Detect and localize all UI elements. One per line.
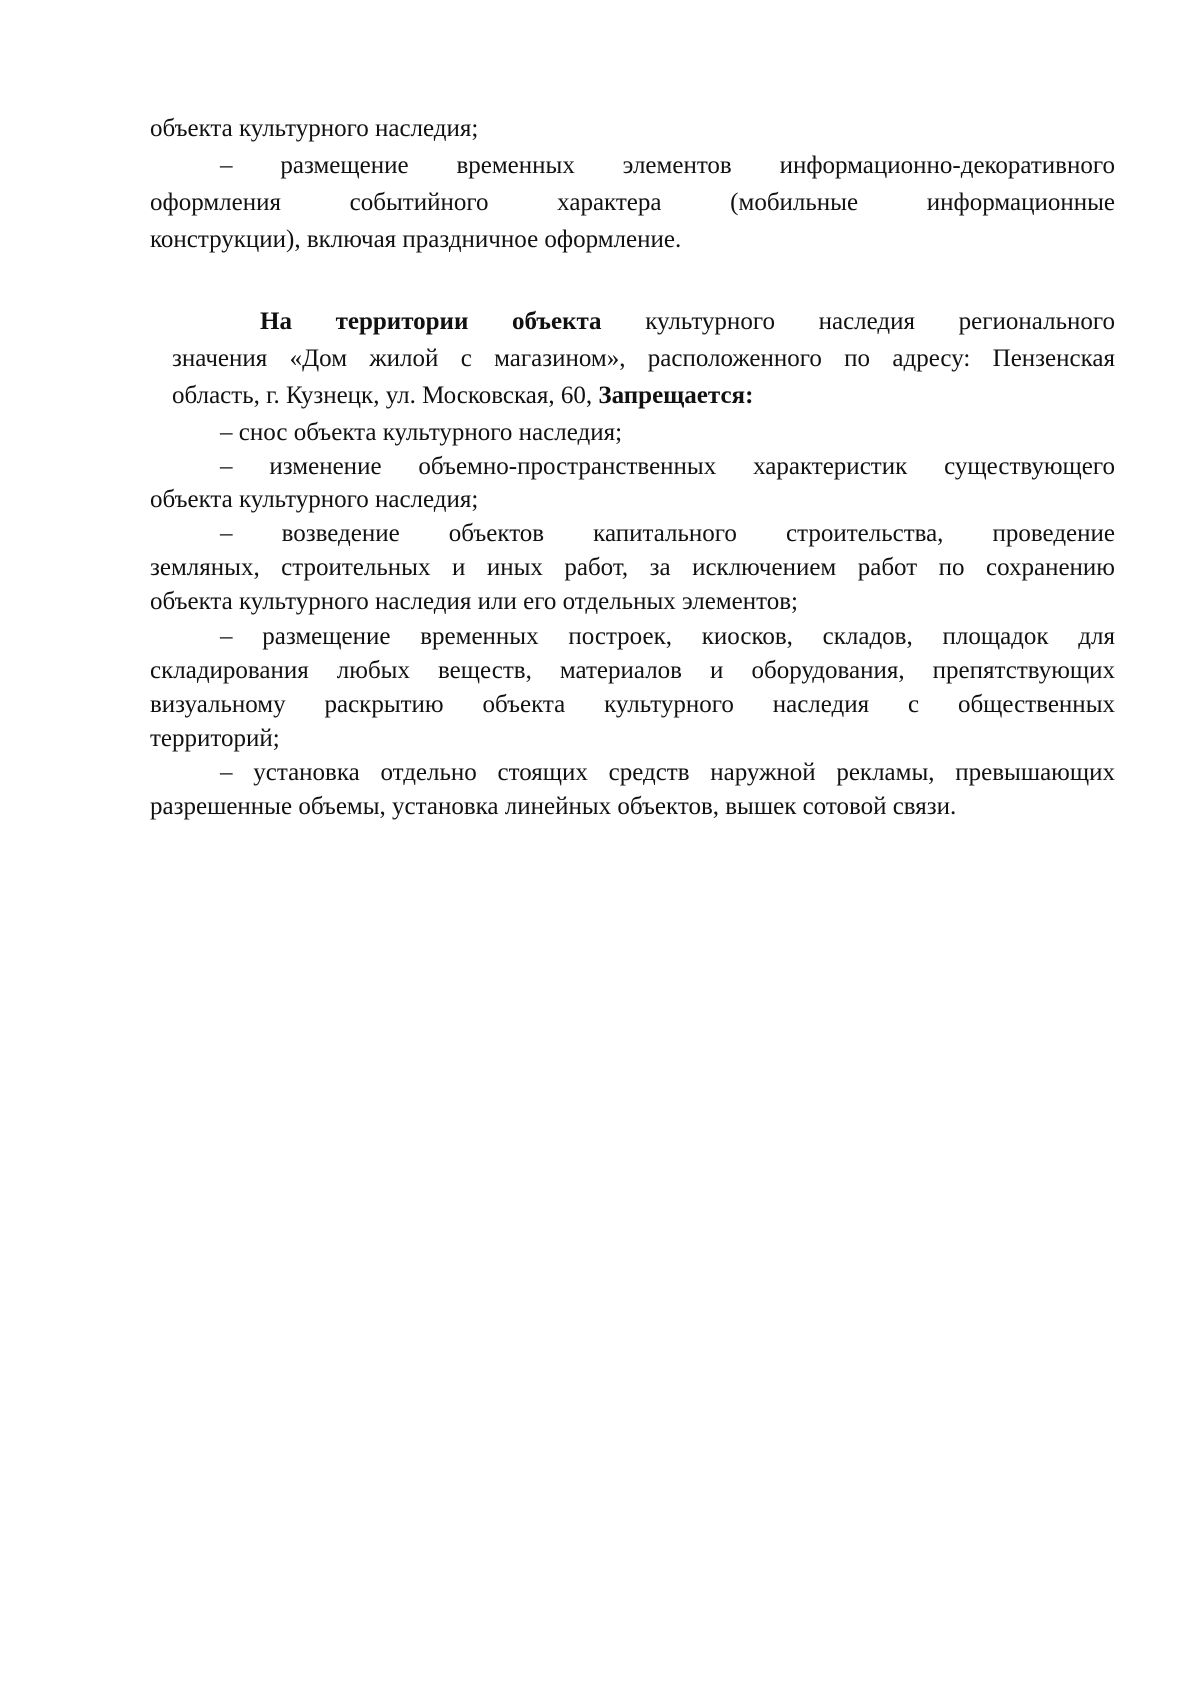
list-item: – установка отдельно стоящих средств наружной рекламы, превышающих	[220, 759, 1115, 786]
list-item: объекта культурного наследия;	[150, 486, 479, 513]
section-heading-bold: На территории объекта	[260, 308, 602, 335]
section-heading-line: значения «Дом жилой с магазином», расположенного по адресу: Пензенская	[172, 345, 1115, 372]
paragraph-line: конструкции), включая праздничное оформление.	[150, 226, 682, 253]
list-item: – снос объекта культурного наследия;	[220, 419, 623, 446]
paragraph-line: оформления событийного характера (мобильные информационные	[150, 189, 1115, 216]
paragraph-line: объекта культурного наследия;	[150, 115, 479, 142]
list-item: объекта культурного наследия или его отдельных элементов;	[150, 588, 798, 615]
paragraph-line: – размещение временных элементов информационно-декоративного	[220, 152, 1115, 179]
list-item: – изменение объемно-пространственных характеристик существующего	[220, 453, 1115, 480]
list-item: – возведение объектов капитального строительства, проведение	[220, 520, 1115, 547]
list-item: земляных, строительных и иных работ, за исключением работ по сохранению	[150, 554, 1115, 581]
section-heading-regular: культурного наследия регионального	[601, 308, 1115, 335]
section-heading-line	[172, 380, 1115, 412]
list-item: территорий;	[150, 725, 280, 752]
prohibited-label: Запрещается:	[592, 382, 754, 409]
list-item: разрешенные объемы, установка линейных объектов, вышек сотовой связи.	[150, 793, 957, 820]
list-item: – размещение временных построек, киосков, складов, площадок для	[220, 623, 1115, 650]
list-item: складирования любых веществ, материалов и оборудования, препятствующих	[150, 657, 1115, 684]
address-text: область, г. Кузнецк, ул. Московская, 60,	[172, 382, 593, 409]
section-heading-line	[260, 306, 1115, 338]
list-item: визуальному раскрытию объекта культурного наследия с общественных	[150, 691, 1115, 718]
